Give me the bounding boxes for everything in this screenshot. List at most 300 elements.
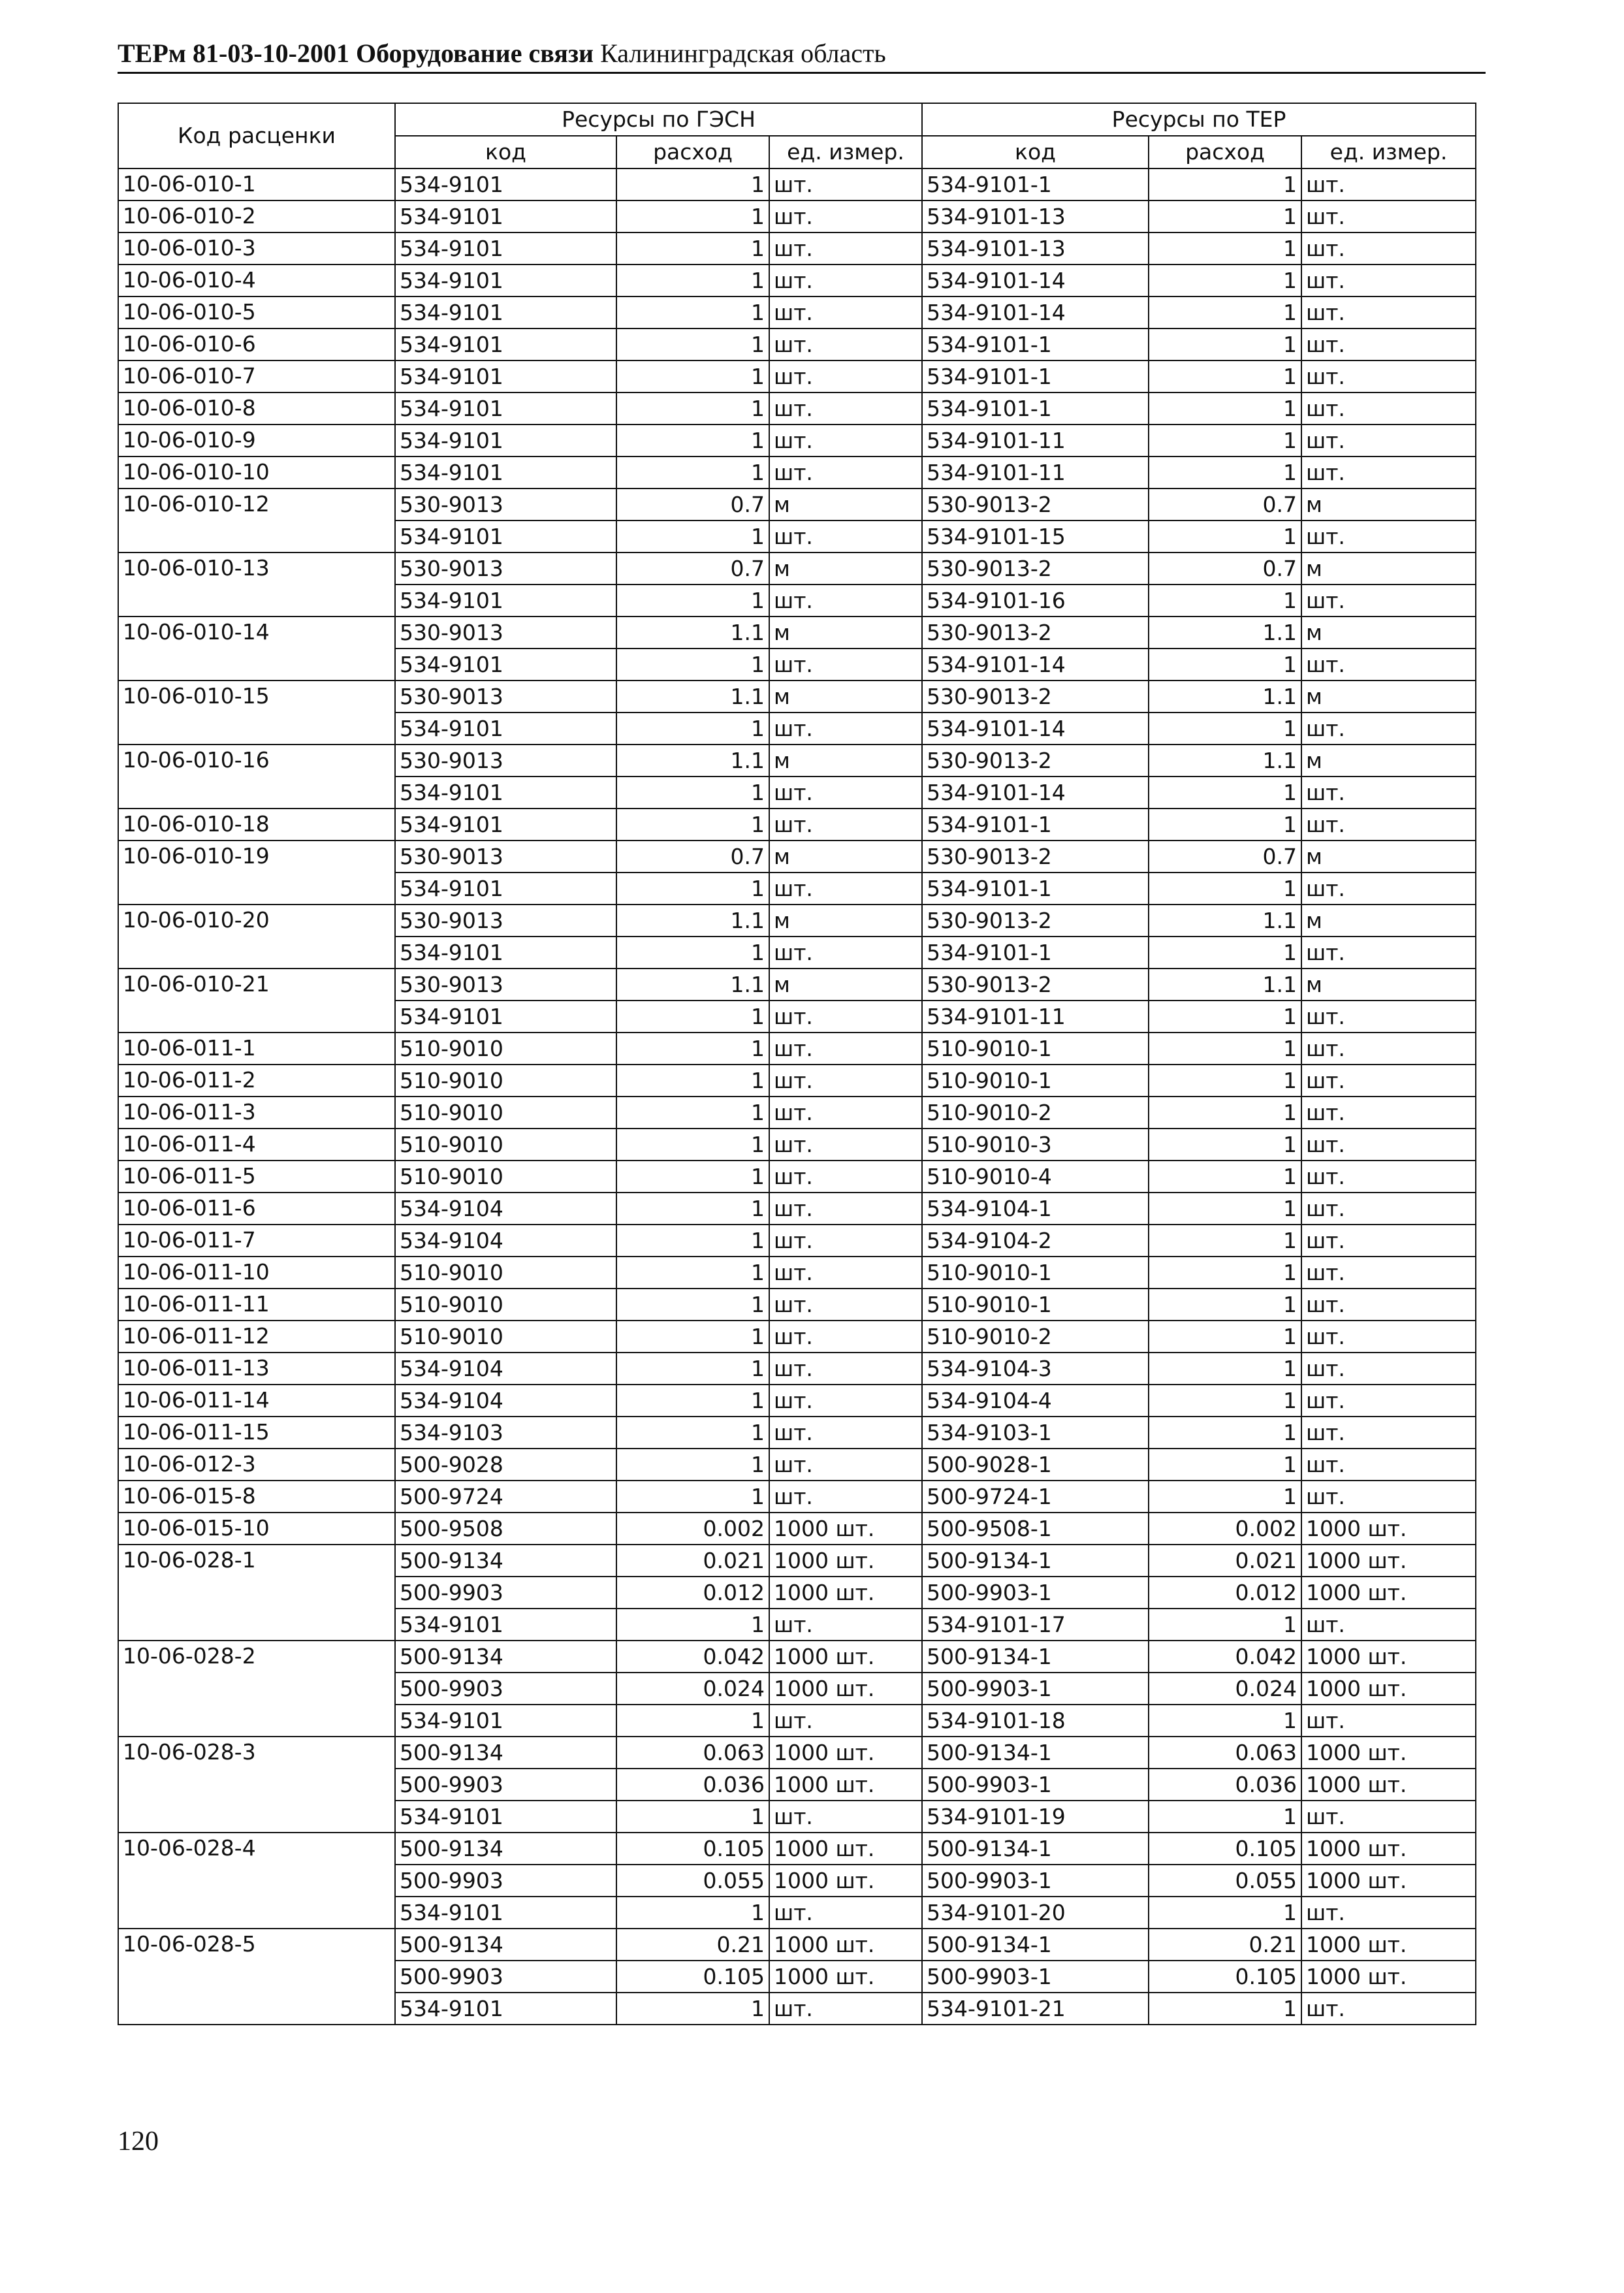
gesn-code-cell: 530-9013 xyxy=(395,745,616,777)
ter-amount-cell: 1.1 xyxy=(1149,745,1301,777)
rate-code-cell: 10-06-011-10 xyxy=(118,1257,395,1289)
gesn-amount-cell: 1 xyxy=(616,1801,769,1833)
table-row xyxy=(118,1161,1476,1193)
ter-code-cell: 510-9010-2 xyxy=(922,1097,1149,1129)
table-row xyxy=(118,1353,1476,1385)
gesn-code-cell: 534-9101 xyxy=(395,1897,616,1929)
gesn-amount-cell: 0.105 xyxy=(616,1833,769,1865)
ter-unit-cell: шт. xyxy=(1301,937,1476,969)
ter-code-cell: 534-9101-11 xyxy=(922,457,1149,489)
gesn-code-cell: 500-9134 xyxy=(395,1641,616,1673)
ter-unit-cell: шт. xyxy=(1301,1385,1476,1417)
ter-amount-cell: 0.063 xyxy=(1149,1737,1301,1769)
ter-code-cell: 534-9101-1 xyxy=(922,873,1149,905)
gesn-unit-cell: 1000 шт. xyxy=(769,1577,922,1609)
rate-code-cell: 10-06-011-7 xyxy=(118,1225,395,1257)
table-row xyxy=(118,1289,1476,1321)
ter-unit-cell: шт. xyxy=(1301,1161,1476,1193)
ter-unit-cell: шт. xyxy=(1301,1609,1476,1641)
ter-code-cell: 510-9010-3 xyxy=(922,1129,1149,1161)
header-title-rest: Калининградская область xyxy=(594,39,886,68)
ter-code-cell: 534-9101-21 xyxy=(922,1993,1149,2025)
gesn-amount-cell: 0.21 xyxy=(616,1929,769,1961)
gesn-unit-cell: шт. xyxy=(769,329,922,361)
gesn-code-cell: 534-9101 xyxy=(395,873,616,905)
ter-unit-cell: шт. xyxy=(1301,1225,1476,1257)
ter-amount-cell: 1 xyxy=(1149,1449,1301,1481)
ter-amount-cell: 1 xyxy=(1149,1801,1301,1833)
table-row xyxy=(118,168,1476,200)
gesn-amount-cell: 1 xyxy=(616,1001,769,1033)
ter-code-cell: 510-9010-1 xyxy=(922,1257,1149,1289)
gesn-code-cell: 530-9013 xyxy=(395,489,616,521)
gesn-code-cell: 534-9101 xyxy=(395,1609,616,1641)
gesn-unit-cell: 1000 шт. xyxy=(769,1865,922,1897)
ter-amount-cell: 1 xyxy=(1149,937,1301,969)
ter-code-cell: 500-9903-1 xyxy=(922,1673,1149,1705)
ter-amount-cell: 1 xyxy=(1149,521,1301,553)
ter-amount-cell: 1.1 xyxy=(1149,617,1301,649)
rate-code-cell: 10-06-010-4 xyxy=(118,265,395,297)
gesn-amount-cell: 1 xyxy=(616,1417,769,1449)
ter-code-cell: 530-9013-2 xyxy=(922,617,1149,649)
ter-amount-cell: 1.1 xyxy=(1149,681,1301,713)
gesn-code-cell: 510-9010 xyxy=(395,1129,616,1161)
ter-unit-cell: шт. xyxy=(1301,425,1476,457)
gesn-unit-cell: 1000 шт. xyxy=(769,1961,922,1993)
ter-unit-cell: м xyxy=(1301,617,1476,649)
gesn-unit-cell: шт. xyxy=(769,233,922,265)
ter-unit-cell: шт. xyxy=(1301,1705,1476,1737)
ter-unit-cell: шт. xyxy=(1301,1065,1476,1097)
gesn-unit-cell: шт. xyxy=(769,1065,922,1097)
gesn-amount-cell: 1 xyxy=(616,329,769,361)
rate-code-cell: 10-06-028-5 xyxy=(118,1929,395,2025)
ter-code-cell: 510-9010-2 xyxy=(922,1321,1149,1353)
rate-code-cell: 10-06-010-16 xyxy=(118,745,395,809)
ter-amount-cell: 1 xyxy=(1149,457,1301,489)
gesn-code-cell: 500-9508 xyxy=(395,1513,616,1545)
gesn-unit-cell: шт. xyxy=(769,1033,922,1065)
ter-code-cell: 534-9101-11 xyxy=(922,1001,1149,1033)
ter-unit-cell: шт. xyxy=(1301,713,1476,745)
ter-unit-cell: шт. xyxy=(1301,809,1476,841)
gesn-code-cell: 530-9013 xyxy=(395,841,616,873)
gesn-unit-cell: шт. xyxy=(769,1097,922,1129)
ter-amount-cell: 1 xyxy=(1149,1321,1301,1353)
gesn-unit-cell: шт. xyxy=(769,649,922,681)
table-row xyxy=(118,905,1476,937)
ter-unit-cell: шт. xyxy=(1301,393,1476,425)
ter-code-cell: 534-9101-14 xyxy=(922,297,1149,329)
ter-code-cell: 530-9013-2 xyxy=(922,489,1149,521)
table-row xyxy=(118,233,1476,265)
table-row xyxy=(118,1385,1476,1417)
ter-code-cell: 500-9903-1 xyxy=(922,1961,1149,1993)
ter-unit-cell: шт. xyxy=(1301,1033,1476,1065)
ter-amount-cell: 0.105 xyxy=(1149,1961,1301,1993)
table-row xyxy=(118,457,1476,489)
gesn-unit-cell: 1000 шт. xyxy=(769,1737,922,1769)
gesn-code-cell: 534-9101 xyxy=(395,585,616,617)
ter-amount-cell: 0.002 xyxy=(1149,1513,1301,1545)
gesn-amount-cell: 1 xyxy=(616,713,769,745)
gesn-unit-cell: шт. xyxy=(769,777,922,809)
gesn-amount-cell: 1 xyxy=(616,1129,769,1161)
table-row xyxy=(118,361,1476,393)
gesn-unit-cell: 1000 шт. xyxy=(769,1833,922,1865)
gesn-unit-cell: шт. xyxy=(769,937,922,969)
gesn-unit-cell: шт. xyxy=(769,1129,922,1161)
gesn-code-cell: 510-9010 xyxy=(395,1065,616,1097)
gesn-code-cell: 530-9013 xyxy=(395,905,616,937)
gesn-amount-cell: 0.063 xyxy=(616,1737,769,1769)
ter-unit-cell: шт. xyxy=(1301,297,1476,329)
gesn-unit-cell: шт. xyxy=(769,1897,922,1929)
ter-code-cell: 534-9101-14 xyxy=(922,265,1149,297)
gesn-unit-cell: шт. xyxy=(769,297,922,329)
ter-unit-cell: 1000 шт. xyxy=(1301,1577,1476,1609)
ter-amount-cell: 0.036 xyxy=(1149,1769,1301,1801)
ter-code-cell: 534-9101-20 xyxy=(922,1897,1149,1929)
gesn-unit-cell: м xyxy=(769,617,922,649)
ter-unit-cell: 1000 шт. xyxy=(1301,1961,1476,1993)
gesn-unit-cell: шт. xyxy=(769,1193,922,1225)
gesn-code-cell: 500-9903 xyxy=(395,1961,616,1993)
gesn-amount-cell: 0.036 xyxy=(616,1769,769,1801)
table-row xyxy=(118,745,1476,777)
ter-unit-cell: м xyxy=(1301,969,1476,1001)
rate-code-cell: 10-06-011-13 xyxy=(118,1353,395,1385)
gesn-code-cell: 500-9903 xyxy=(395,1673,616,1705)
gesn-code-cell: 534-9101 xyxy=(395,168,616,200)
ter-amount-cell: 1 xyxy=(1149,1609,1301,1641)
ter-amount-cell: 0.105 xyxy=(1149,1833,1301,1865)
gesn-unit-cell: 1000 шт. xyxy=(769,1641,922,1673)
ter-amount-cell: 1 xyxy=(1149,1385,1301,1417)
table-header xyxy=(118,103,1476,168)
ter-unit-cell: шт. xyxy=(1301,585,1476,617)
rate-code-cell: 10-06-010-12 xyxy=(118,489,395,553)
gesn-amount-cell: 1 xyxy=(616,1193,769,1225)
gesn-amount-cell: 0.012 xyxy=(616,1577,769,1609)
ter-unit-cell: шт. xyxy=(1301,1289,1476,1321)
ter-unit-cell: шт. xyxy=(1301,1353,1476,1385)
gesn-amount-cell: 1 xyxy=(616,1033,769,1065)
ter-unit-cell: шт. xyxy=(1301,1481,1476,1513)
gesn-code-cell: 534-9101 xyxy=(395,457,616,489)
ter-unit-cell: шт. xyxy=(1301,1417,1476,1449)
gesn-unit-cell: шт. xyxy=(769,1289,922,1321)
ter-amount-cell: 1 xyxy=(1149,1289,1301,1321)
gesn-unit-cell: шт. xyxy=(769,873,922,905)
gesn-code-cell: 500-9028 xyxy=(395,1449,616,1481)
gesn-amount-cell: 1 xyxy=(616,1161,769,1193)
header-title-bold: ТЕРм 81-03-10-2001 Оборудование связи xyxy=(118,39,594,68)
rate-code-cell: 10-06-010-14 xyxy=(118,617,395,681)
ter-amount-cell: 1 xyxy=(1149,1129,1301,1161)
gesn-code-cell: 534-9103 xyxy=(395,1417,616,1449)
gesn-unit-cell: шт. xyxy=(769,1801,922,1833)
gesn-unit-cell: шт. xyxy=(769,1257,922,1289)
rate-code-cell: 10-06-012-3 xyxy=(118,1449,395,1481)
gesn-unit-cell: шт. xyxy=(769,265,922,297)
ter-unit-cell: 1000 шт. xyxy=(1301,1929,1476,1961)
gesn-code-cell: 500-9134 xyxy=(395,1737,616,1769)
ter-amount-cell: 1 xyxy=(1149,1161,1301,1193)
table-row xyxy=(118,1929,1476,1961)
gesn-amount-cell: 1 xyxy=(616,168,769,200)
ter-unit-cell: шт. xyxy=(1301,457,1476,489)
table-row xyxy=(118,1033,1476,1065)
gesn-amount-cell: 1 xyxy=(616,1897,769,1929)
rate-code-cell: 10-06-010-1 xyxy=(118,168,395,200)
table-row xyxy=(118,841,1476,873)
gesn-code-cell: 534-9101 xyxy=(395,233,616,265)
ter-code-cell: 500-9134-1 xyxy=(922,1641,1149,1673)
gesn-code-cell: 510-9010 xyxy=(395,1321,616,1353)
ter-unit-cell: м xyxy=(1301,841,1476,873)
gesn-code-cell: 500-9903 xyxy=(395,1769,616,1801)
gesn-code-cell: 534-9101 xyxy=(395,649,616,681)
ter-amount-cell: 1 xyxy=(1149,1193,1301,1225)
gesn-amount-cell: 1 xyxy=(616,1257,769,1289)
gesn-amount-cell: 1 xyxy=(616,873,769,905)
gesn-amount-cell: 1 xyxy=(616,777,769,809)
gesn-unit-cell: шт. xyxy=(769,1609,922,1641)
ter-unit-cell: шт. xyxy=(1301,873,1476,905)
ter-code-cell: 510-9010-1 xyxy=(922,1065,1149,1097)
ter-code-cell: 510-9010-4 xyxy=(922,1161,1149,1193)
gesn-unit-cell: шт. xyxy=(769,713,922,745)
gesn-amount-cell: 1 xyxy=(616,361,769,393)
ter-unit-cell: шт. xyxy=(1301,1449,1476,1481)
gesn-code-cell: 534-9104 xyxy=(395,1385,616,1417)
ter-code-cell: 534-9101-14 xyxy=(922,777,1149,809)
gesn-code-cell: 510-9010 xyxy=(395,1097,616,1129)
gesn-unit-cell: шт. xyxy=(769,1417,922,1449)
ter-amount-cell: 1 xyxy=(1149,1353,1301,1385)
ter-code-cell: 534-9103-1 xyxy=(922,1417,1149,1449)
rate-code-cell: 10-06-015-10 xyxy=(118,1513,395,1545)
gesn-amount-cell: 1 xyxy=(616,1993,769,2025)
ter-unit-cell: шт. xyxy=(1301,329,1476,361)
ter-code-cell: 510-9010-1 xyxy=(922,1289,1149,1321)
ter-unit-cell: 1000 шт. xyxy=(1301,1545,1476,1577)
ter-amount-cell: 1 xyxy=(1149,1225,1301,1257)
ter-amount-cell: 1.1 xyxy=(1149,969,1301,1001)
rate-code-cell: 10-06-010-5 xyxy=(118,297,395,329)
gesn-unit-cell: шт. xyxy=(769,457,922,489)
table-row xyxy=(118,1449,1476,1481)
rate-code-cell: 10-06-010-15 xyxy=(118,681,395,745)
gesn-code-cell: 534-9101 xyxy=(395,329,616,361)
rate-code-cell: 10-06-011-4 xyxy=(118,1129,395,1161)
gesn-unit-cell: шт. xyxy=(769,1449,922,1481)
ter-amount-cell: 1 xyxy=(1149,1993,1301,2025)
gesn-code-cell: 534-9101 xyxy=(395,425,616,457)
ter-unit-cell: 1000 шт. xyxy=(1301,1513,1476,1545)
subheader-ter-unit: ед. измер. xyxy=(1301,136,1476,168)
ter-amount-cell: 1 xyxy=(1149,1001,1301,1033)
gesn-amount-cell: 0.7 xyxy=(616,489,769,521)
ter-code-cell: 534-9101-11 xyxy=(922,425,1149,457)
resource-table xyxy=(118,103,1476,2025)
rate-code-cell: 10-06-010-2 xyxy=(118,200,395,233)
ter-code-cell: 500-9724-1 xyxy=(922,1481,1149,1513)
ter-code-cell: 534-9101-17 xyxy=(922,1609,1149,1641)
rate-code-cell: 10-06-011-15 xyxy=(118,1417,395,1449)
rate-code-cell: 10-06-011-2 xyxy=(118,1065,395,1097)
gesn-unit-cell: шт. xyxy=(769,1161,922,1193)
gesn-unit-cell: 1000 шт. xyxy=(769,1769,922,1801)
ter-unit-cell: м xyxy=(1301,553,1476,585)
ter-amount-cell: 1 xyxy=(1149,809,1301,841)
gesn-code-cell: 500-9903 xyxy=(395,1577,616,1609)
ter-unit-cell: шт. xyxy=(1301,1001,1476,1033)
gesn-amount-cell: 0.042 xyxy=(616,1641,769,1673)
ter-amount-cell: 1 xyxy=(1149,1065,1301,1097)
gesn-code-cell: 500-9134 xyxy=(395,1833,616,1865)
rate-code-cell: 10-06-011-12 xyxy=(118,1321,395,1353)
ter-code-cell: 534-9104-3 xyxy=(922,1353,1149,1385)
gesn-unit-cell: шт. xyxy=(769,1385,922,1417)
ter-amount-cell: 1 xyxy=(1149,233,1301,265)
ter-amount-cell: 0.21 xyxy=(1149,1929,1301,1961)
ter-code-cell: 500-9134-1 xyxy=(922,1545,1149,1577)
group-header-gesn: Ресурсы по ГЭСН xyxy=(395,103,922,136)
ter-unit-cell: шт. xyxy=(1301,1193,1476,1225)
gesn-code-cell: 530-9013 xyxy=(395,553,616,585)
gesn-amount-cell: 1.1 xyxy=(616,745,769,777)
gesn-amount-cell: 1 xyxy=(616,809,769,841)
gesn-amount-cell: 1 xyxy=(616,521,769,553)
ter-code-cell: 534-9101-13 xyxy=(922,233,1149,265)
gesn-unit-cell: 1000 шт. xyxy=(769,1513,922,1545)
gesn-amount-cell: 1 xyxy=(616,265,769,297)
ter-code-cell: 530-9013-2 xyxy=(922,905,1149,937)
gesn-amount-cell: 1.1 xyxy=(616,681,769,713)
ter-unit-cell: шт. xyxy=(1301,168,1476,200)
ter-code-cell: 530-9013-2 xyxy=(922,841,1149,873)
ter-code-cell: 534-9101-1 xyxy=(922,361,1149,393)
page-header xyxy=(118,38,1486,74)
rate-code-cell: 10-06-010-6 xyxy=(118,329,395,361)
ter-code-cell: 500-9134-1 xyxy=(922,1833,1149,1865)
gesn-unit-cell: шт. xyxy=(769,168,922,200)
gesn-code-cell: 534-9104 xyxy=(395,1353,616,1385)
gesn-amount-cell: 1 xyxy=(616,233,769,265)
gesn-code-cell: 534-9101 xyxy=(395,1993,616,2025)
gesn-unit-cell: шт. xyxy=(769,1353,922,1385)
gesn-unit-cell: м xyxy=(769,841,922,873)
table-row xyxy=(118,1641,1476,1673)
gesn-code-cell: 534-9104 xyxy=(395,1225,616,1257)
ter-unit-cell: м xyxy=(1301,681,1476,713)
ter-amount-cell: 0.7 xyxy=(1149,489,1301,521)
table-row xyxy=(118,1545,1476,1577)
gesn-unit-cell: м xyxy=(769,969,922,1001)
gesn-amount-cell: 1.1 xyxy=(616,905,769,937)
table-row xyxy=(118,1481,1476,1513)
ter-amount-cell: 0.055 xyxy=(1149,1865,1301,1897)
ter-unit-cell: шт. xyxy=(1301,649,1476,681)
gesn-amount-cell: 1 xyxy=(616,297,769,329)
ter-amount-cell: 1 xyxy=(1149,1897,1301,1929)
ter-code-cell: 534-9101-1 xyxy=(922,329,1149,361)
ter-code-cell: 534-9101-18 xyxy=(922,1705,1149,1737)
rate-code-cell: 10-06-010-9 xyxy=(118,425,395,457)
rate-code-cell: 10-06-011-5 xyxy=(118,1161,395,1193)
ter-amount-cell: 1 xyxy=(1149,873,1301,905)
gesn-amount-cell: 1 xyxy=(616,1225,769,1257)
ter-amount-cell: 1 xyxy=(1149,361,1301,393)
gesn-code-cell: 534-9101 xyxy=(395,521,616,553)
gesn-amount-cell: 1 xyxy=(616,937,769,969)
ter-code-cell: 500-9508-1 xyxy=(922,1513,1149,1545)
ter-code-cell: 534-9104-2 xyxy=(922,1225,1149,1257)
subheader-gesn-amount: расход xyxy=(616,136,769,168)
rate-code-cell: 10-06-010-19 xyxy=(118,841,395,905)
gesn-unit-cell: 1000 шт. xyxy=(769,1673,922,1705)
gesn-unit-cell: шт. xyxy=(769,425,922,457)
gesn-code-cell: 534-9101 xyxy=(395,297,616,329)
table-row xyxy=(118,265,1476,297)
gesn-amount-cell: 1 xyxy=(616,1609,769,1641)
ter-amount-cell: 1 xyxy=(1149,649,1301,681)
rate-code-cell: 10-06-010-20 xyxy=(118,905,395,969)
ter-amount-cell: 1 xyxy=(1149,585,1301,617)
rate-code-cell: 10-06-010-7 xyxy=(118,361,395,393)
ter-code-cell: 500-9134-1 xyxy=(922,1929,1149,1961)
gesn-code-cell: 530-9013 xyxy=(395,681,616,713)
gesn-amount-cell: 0.021 xyxy=(616,1545,769,1577)
ter-code-cell: 500-9903-1 xyxy=(922,1769,1149,1801)
gesn-amount-cell: 1 xyxy=(616,1097,769,1129)
table-row xyxy=(118,1833,1476,1865)
gesn-unit-cell: 1000 шт. xyxy=(769,1929,922,1961)
gesn-amount-cell: 0.002 xyxy=(616,1513,769,1545)
gesn-code-cell: 534-9101 xyxy=(395,1001,616,1033)
ter-amount-cell: 1 xyxy=(1149,200,1301,233)
ter-code-cell: 534-9101-16 xyxy=(922,585,1149,617)
rate-code-cell: 10-06-011-14 xyxy=(118,1385,395,1417)
ter-amount-cell: 1 xyxy=(1149,777,1301,809)
gesn-amount-cell: 1 xyxy=(616,457,769,489)
gesn-unit-cell: шт. xyxy=(769,1321,922,1353)
ter-unit-cell: шт. xyxy=(1301,1257,1476,1289)
ter-unit-cell: 1000 шт. xyxy=(1301,1833,1476,1865)
ter-unit-cell: шт. xyxy=(1301,200,1476,233)
gesn-amount-cell: 0.7 xyxy=(616,841,769,873)
gesn-unit-cell: м xyxy=(769,745,922,777)
ter-amount-cell: 1 xyxy=(1149,1033,1301,1065)
ter-unit-cell: шт. xyxy=(1301,521,1476,553)
gesn-unit-cell: шт. xyxy=(769,1001,922,1033)
rate-code-cell: 10-06-011-3 xyxy=(118,1097,395,1129)
ter-code-cell: 534-9101-15 xyxy=(922,521,1149,553)
gesn-code-cell: 534-9101 xyxy=(395,200,616,233)
table-row xyxy=(118,1257,1476,1289)
ter-amount-cell: 1 xyxy=(1149,168,1301,200)
ter-amount-cell: 0.7 xyxy=(1149,841,1301,873)
ter-unit-cell: 1000 шт. xyxy=(1301,1737,1476,1769)
gesn-amount-cell: 0.7 xyxy=(616,553,769,585)
rate-code-cell: 10-06-028-4 xyxy=(118,1833,395,1929)
gesn-unit-cell: шт. xyxy=(769,521,922,553)
table-row xyxy=(118,681,1476,713)
table-row xyxy=(118,1321,1476,1353)
